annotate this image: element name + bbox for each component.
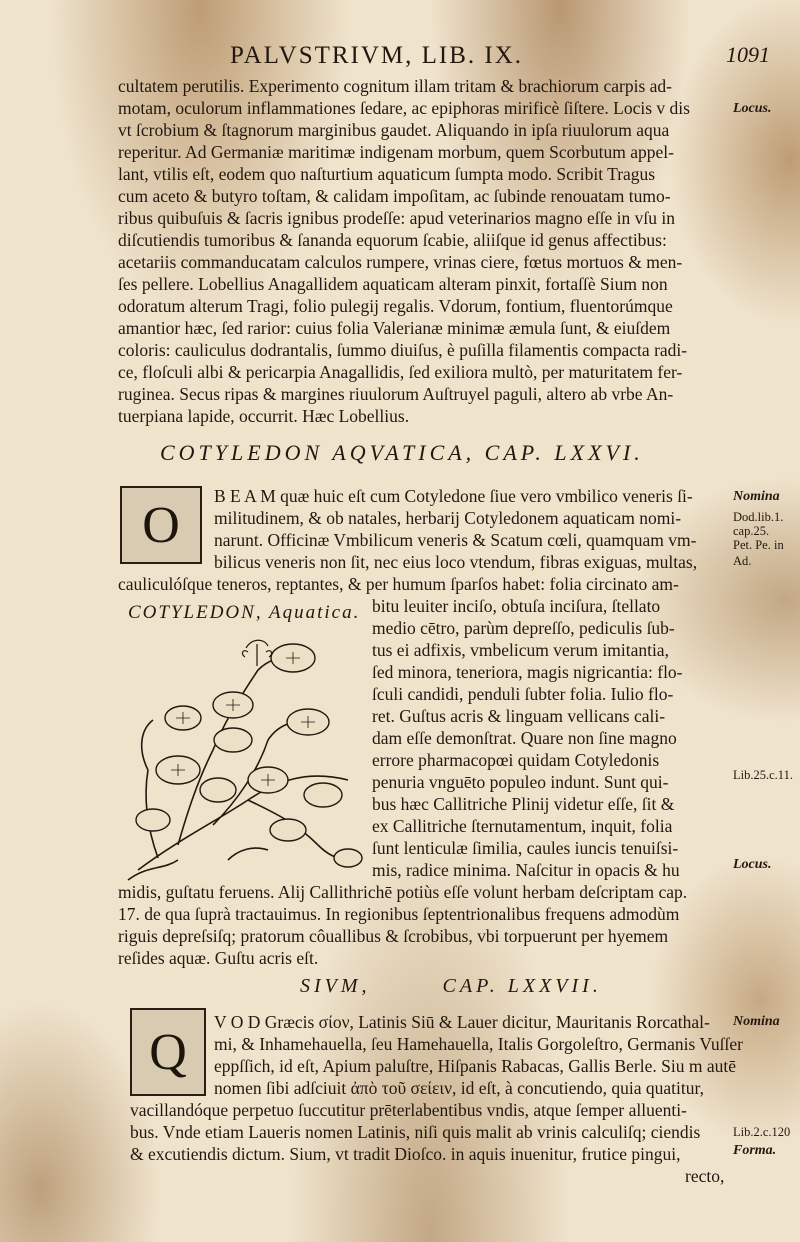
margin-note: Pet. Pe. in <box>733 538 784 552</box>
margin-note: Dod.lib.1. <box>733 510 784 524</box>
page-header <box>230 42 770 72</box>
text-line: lant, vtilis eſt, eodem quo naſturtium aquaticum ſumpta modo. Scribit Tragus <box>118 164 656 184</box>
text-line: ſunt lenticulæ ſimilia, caules iuncis tenuiſsi- <box>372 838 679 858</box>
text-line: errore pharmacopœi quidam Cotyledonis <box>372 750 660 770</box>
catchword: recto, <box>685 1166 725 1186</box>
text-line: midis, guſtatu feruens. Alij Callithrichē potiùs eſſe volunt herbam deſcriptam cap. <box>118 882 688 902</box>
text-line: ex Callitriche ſternutamentum, inquit, folia <box>372 816 673 836</box>
running-title: PALVSTRIVM, LIB. IX. <box>230 42 524 69</box>
text-line: nomen ſibi adſciuit ἀπὸ τοῦ σείειν, id eſt, à concutiendo, quia quatitur, <box>214 1078 704 1098</box>
text-line: eppſſich, id eſt, Apium paluſtre, Hiſpanis Rabacas, Gallis Berle. Siu m autē <box>214 1056 736 1076</box>
text-line: ret. Guſtus acris & linguam vellicans cali- <box>372 706 666 726</box>
text-line: odoratum alterum Tragi, folio pulegij regalis. Vdorum, fontium, fluentorúmque <box>118 296 673 316</box>
page-number: 1091 <box>726 42 770 67</box>
text-line: acetariis commanducatam calculos rumpere, vrinas ciere, fœtus mortuos & men- <box>118 252 683 272</box>
chapter-heading: COTYLEDON AQVATICA, CAP. LXXVI. <box>160 440 644 465</box>
text-line: bitu leuiter inciſo, obtuſa inciſura, ſtellato <box>372 596 661 616</box>
text-line: & excutiendis dictum. Sium, vt tradit Dioſco. in aquis inuenitur, frutice pingui, <box>130 1144 681 1164</box>
margin-note: Locus. <box>733 101 772 116</box>
chapter-heading: SIVM, CAP. LXXVII. <box>300 975 602 997</box>
decorated-initial: Q <box>130 1008 206 1096</box>
margin-note: cap.25. <box>733 524 770 538</box>
text-line: mis, radice minima. Naſcitur in opacis & hu <box>372 860 680 880</box>
text-line: amantior hæc, ſed rarior: cuius folia Valerianæ minimæ æmula ſunt, & eiuſdem <box>118 318 671 338</box>
text-line: diſcutiendis tumoribus & ſananda equorum ſcabie, aliiſque id genus affectibus: <box>118 230 667 250</box>
text-line: dam eſſe demonſtrat. Quare non ſine magno <box>372 728 677 748</box>
plant-woodcut-illustration <box>118 630 368 890</box>
text-line: ruginea. Secus ripas & margines riuulorum Auſtruyel paguli, altero ab vrbe An- <box>118 384 674 404</box>
text-line: vacillandóque perpetuo ſuccutitur prēterlabentibus vndis, atque ſemper alluenti- <box>130 1100 687 1120</box>
text-line: penuria vnguēto populeo indunt. Sunt qui- <box>372 772 669 792</box>
text-line: ſes pellere. Lobellius Anagallidem aquaticam alteram pinxit, fortaſſè Sium non <box>118 274 668 294</box>
text-line: reperitur. Ad Germaniæ maritimæ indigenam morbum, quem Scorbutum appel- <box>118 142 675 162</box>
text-line: tus ei adfixis, vmbelicum verum imitantia, <box>372 640 669 660</box>
text-line: reſides aquæ. Guſtu acris eſt. <box>118 948 319 968</box>
text-line: bus. Vnde etiam Laueris nomen Latinis, niſi quis malit ab vrinis calculiſq; ciendis <box>130 1122 701 1142</box>
text-line: mi, & Inhamehauella, ſeu Hamehauella, Italis Gorgoleſtro, Germanis Vuſſer <box>214 1034 743 1054</box>
text-line: vt ſcrobium & ſtagnorum marginibus gaudet. Aliquando in ipſa riuulorum aqua <box>118 120 670 140</box>
text-line: ce, floſculi albi & pericarpia Anagallidis, ſed exiliora multò, per maturitatem fer- <box>118 362 683 382</box>
decorated-initial: O <box>120 486 202 564</box>
margin-note: Nomina <box>733 1014 780 1029</box>
text-line: ſed minora, teneriora, magis nigricantia: flo- <box>372 662 683 682</box>
text-line: ribus quibuſuis & ſacris ignibus prodeſſe: apud veterinarios magno eſſe in vſu in <box>118 208 675 228</box>
text-line: medio cētro, parùm depreſſo, pediculis ſub- <box>372 618 675 638</box>
text-line: B E A M quæ huic eſt cum Cotyledone ſiue vero vmbilico veneris ſi- <box>214 486 693 506</box>
margin-note: Nomina <box>733 489 780 504</box>
text-line: tuerpiana lapide, occurrit. Hæc Lobellius. <box>118 406 410 426</box>
text-line: motam, oculorum inflammationes ſedare, ac epiphoras mirificè ſiſtere. Locis v dis <box>118 98 690 118</box>
text-line: ſculi candidi, penduli ſubter folia. Iulio flo- <box>372 684 674 704</box>
text-line: bilicus veneris non ſit, nec eius loco vtendum, fibras exiguas, multas, <box>214 552 698 572</box>
figure-caption: COTYLEDON, Aquatica. <box>128 602 361 623</box>
text-line: cauliculóſque teneros, reptantes, & per humum ſparſos habet: folia circinato am- <box>118 574 679 594</box>
text-line: cum aceto & butyro toſtam, & calidam impoſitam, ac ſubinde renouatam tumo- <box>118 186 671 206</box>
margin-note: Locus. <box>733 857 772 872</box>
text-line: narunt. Officinæ Vmbilicum veneris & Scatum cœli, quamquam vm- <box>214 530 697 550</box>
text-line: 17. de qua ſuprà tractauimus. In regionibus ſeptentrionalibus frequens admodùm <box>118 904 680 924</box>
text-line: militudinem, & ob natales, herbarij Cotyledonem aquaticam nomi- <box>214 508 682 528</box>
margin-note: Lib.2.c.120 <box>733 1125 791 1139</box>
margin-note: Forma. <box>733 1143 777 1158</box>
text-line: riguis depreſsiſq; pratorum côuallibus & ſcrobibus, vbi torpuerunt per hyemem <box>118 926 669 946</box>
text-line: bus hæc Callitriche Plinij videtur eſſe, ſit & <box>372 794 675 814</box>
text-line: coloris: cauliculus dodrantalis, ſummo diuiſus, è puſilla filamentis compacta radi- <box>118 340 688 360</box>
margin-note: Ad. <box>733 554 752 568</box>
text-line: cultatem perutilis. Experimento cognitum illam tritam & brachiorum carpis ad- <box>118 76 673 96</box>
text-line: V O D Græcis σίον, Latinis Siū & Lauer dicitur, Mauritanis Rorcathal- <box>214 1012 710 1032</box>
margin-note: Lib.25.c.11. <box>733 768 793 782</box>
